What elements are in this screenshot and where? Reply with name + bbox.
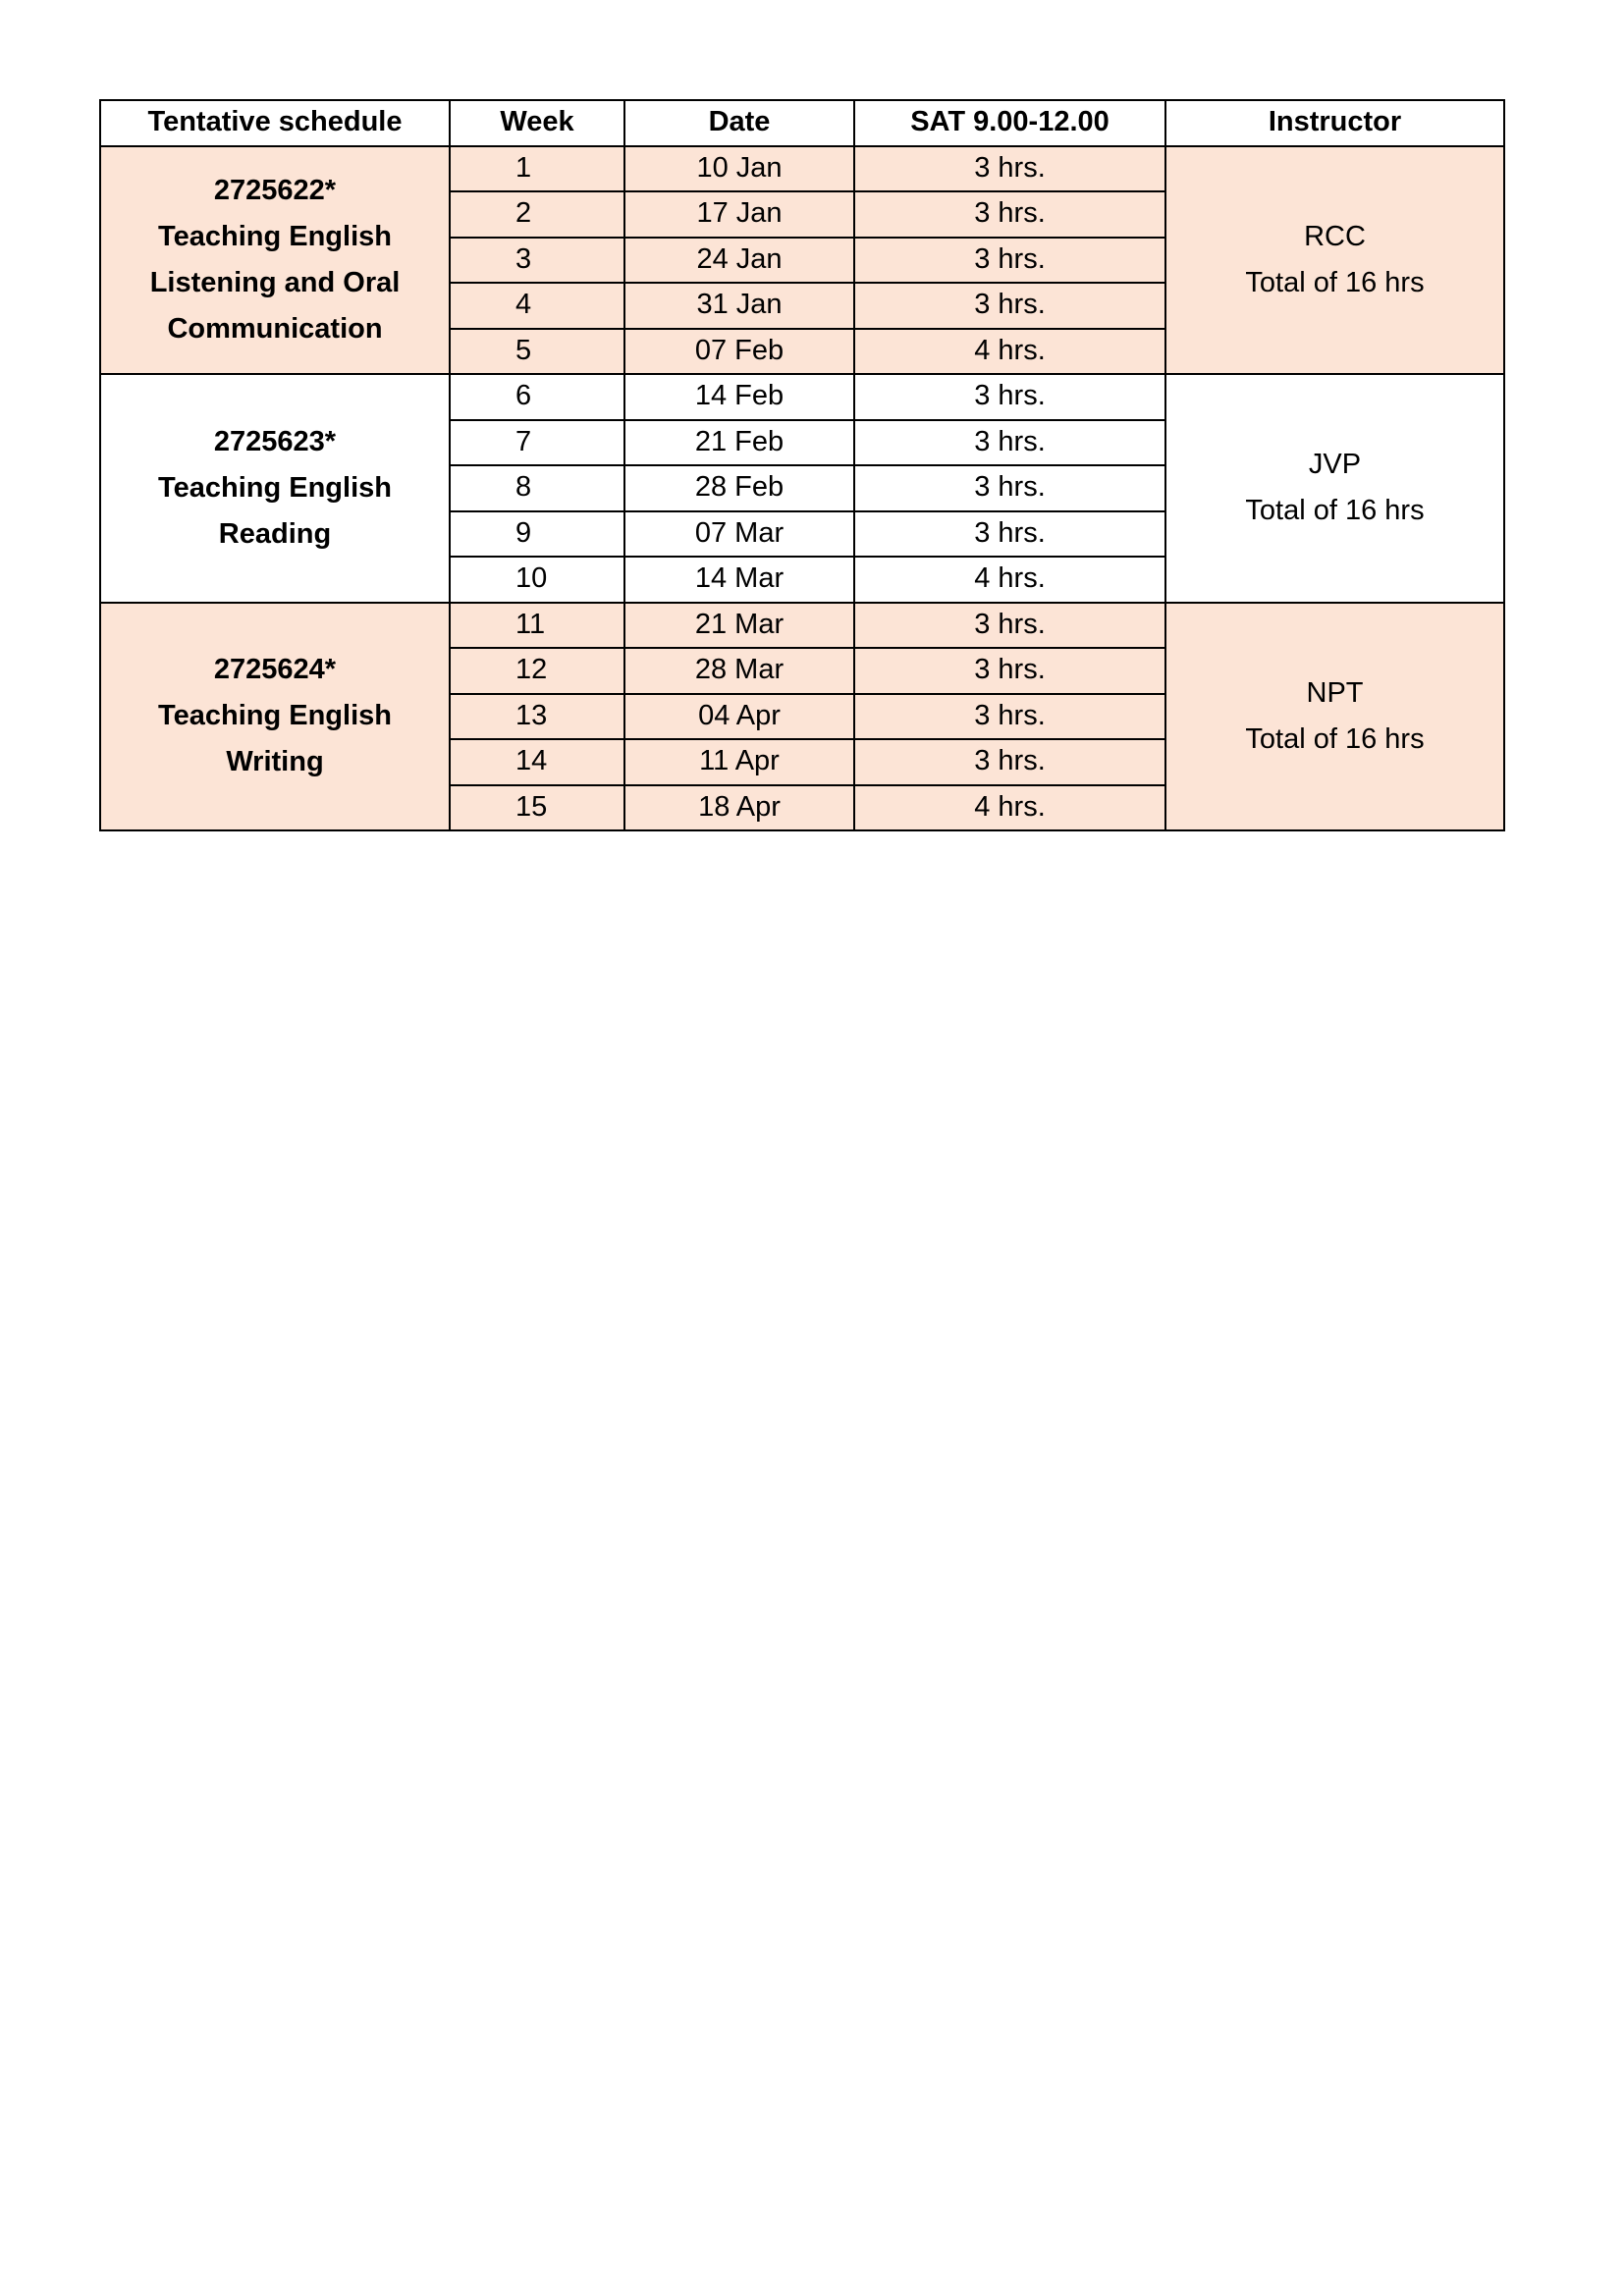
course-line: Teaching English (158, 220, 392, 252)
instructor-line: Total of 16 hrs (1245, 722, 1425, 755)
date-cell: 17 Jan (624, 191, 854, 238)
date-cell: 21 Feb (624, 420, 854, 466)
date-cell: 24 Jan (624, 238, 854, 284)
hours-cell: 3 hrs. (854, 374, 1165, 420)
table-row (100, 146, 1504, 192)
date-cell: 28 Mar (624, 648, 854, 694)
week-cell: 1 (450, 146, 624, 192)
course-line: Writing (226, 746, 324, 778)
course-cell (100, 603, 450, 831)
week-cell: 8 (450, 465, 624, 511)
date-cell: 10 Jan (624, 146, 854, 192)
week-cell: 9 (450, 511, 624, 558)
hours-cell: 3 hrs. (854, 694, 1165, 740)
header-schedule: Tentative schedule (100, 100, 450, 146)
week-cell: 13 (450, 694, 624, 740)
date-cell: 11 Apr (624, 739, 854, 785)
week-cell: 7 (450, 420, 624, 466)
date-cell: 31 Jan (624, 283, 854, 329)
week-cell: 5 (450, 329, 624, 375)
week-cell: 2 (450, 191, 624, 238)
course-line: 2725623* (213, 425, 337, 457)
date-cell: 21 Mar (624, 603, 854, 649)
course-line: 2725624* (213, 654, 337, 686)
course-line: Reading (218, 517, 332, 550)
hours-cell: 3 hrs. (854, 283, 1165, 329)
course-cell (100, 146, 450, 375)
hours-cell: 3 hrs. (854, 191, 1165, 238)
date-cell: 07 Feb (624, 329, 854, 375)
header-date: Date (624, 100, 854, 146)
table-row (100, 374, 1504, 420)
instructor-line: JVP (1308, 449, 1362, 481)
week-cell: 12 (450, 648, 624, 694)
week-cell: 15 (450, 785, 624, 831)
hours-cell: 3 hrs. (854, 648, 1165, 694)
header-week: Week (450, 100, 624, 146)
hours-cell: 4 hrs. (854, 785, 1165, 831)
instructor-line: RCC (1304, 220, 1366, 252)
date-cell: 14 Feb (624, 374, 854, 420)
hours-cell: 3 hrs. (854, 238, 1165, 284)
header-instructor: Instructor (1165, 100, 1504, 146)
week-cell: 10 (450, 557, 624, 603)
table-row (100, 603, 1504, 649)
instructor-line: Total of 16 hrs (1245, 495, 1425, 527)
hours-cell: 3 hrs. (854, 739, 1165, 785)
instructor-line: Total of 16 hrs (1245, 266, 1425, 298)
course-line: Listening and Oral (149, 266, 401, 298)
hours-cell: 4 hrs. (854, 557, 1165, 603)
instructor-line: NPT (1306, 676, 1364, 709)
course-cell (100, 374, 450, 603)
hours-cell: 3 hrs. (854, 146, 1165, 192)
course-line: Communication (167, 312, 383, 345)
course-line: Teaching English (158, 471, 392, 504)
schedule-body (100, 146, 1504, 831)
week-cell: 11 (450, 603, 624, 649)
header-row (100, 100, 1504, 146)
hours-cell: 3 hrs. (854, 420, 1165, 466)
hours-cell: 3 hrs. (854, 465, 1165, 511)
date-cell: 07 Mar (624, 511, 854, 558)
hours-cell: 3 hrs. (854, 511, 1165, 558)
week-cell: 6 (450, 374, 624, 420)
date-cell: 04 Apr (624, 694, 854, 740)
instructor-cell (1165, 146, 1504, 375)
date-cell: 18 Apr (624, 785, 854, 831)
hours-cell: 3 hrs. (854, 603, 1165, 649)
week-cell: 4 (450, 283, 624, 329)
header-time: SAT 9.00-12.00 (854, 100, 1165, 146)
instructor-cell (1165, 374, 1504, 603)
course-line: Teaching English (158, 700, 392, 732)
week-cell: 3 (450, 238, 624, 284)
schedule-table (99, 99, 1505, 831)
course-line: 2725622* (213, 174, 337, 206)
instructor-cell (1165, 603, 1504, 831)
hours-cell: 4 hrs. (854, 329, 1165, 375)
week-cell: 14 (450, 739, 624, 785)
date-cell: 14 Mar (624, 557, 854, 603)
date-cell: 28 Feb (624, 465, 854, 511)
